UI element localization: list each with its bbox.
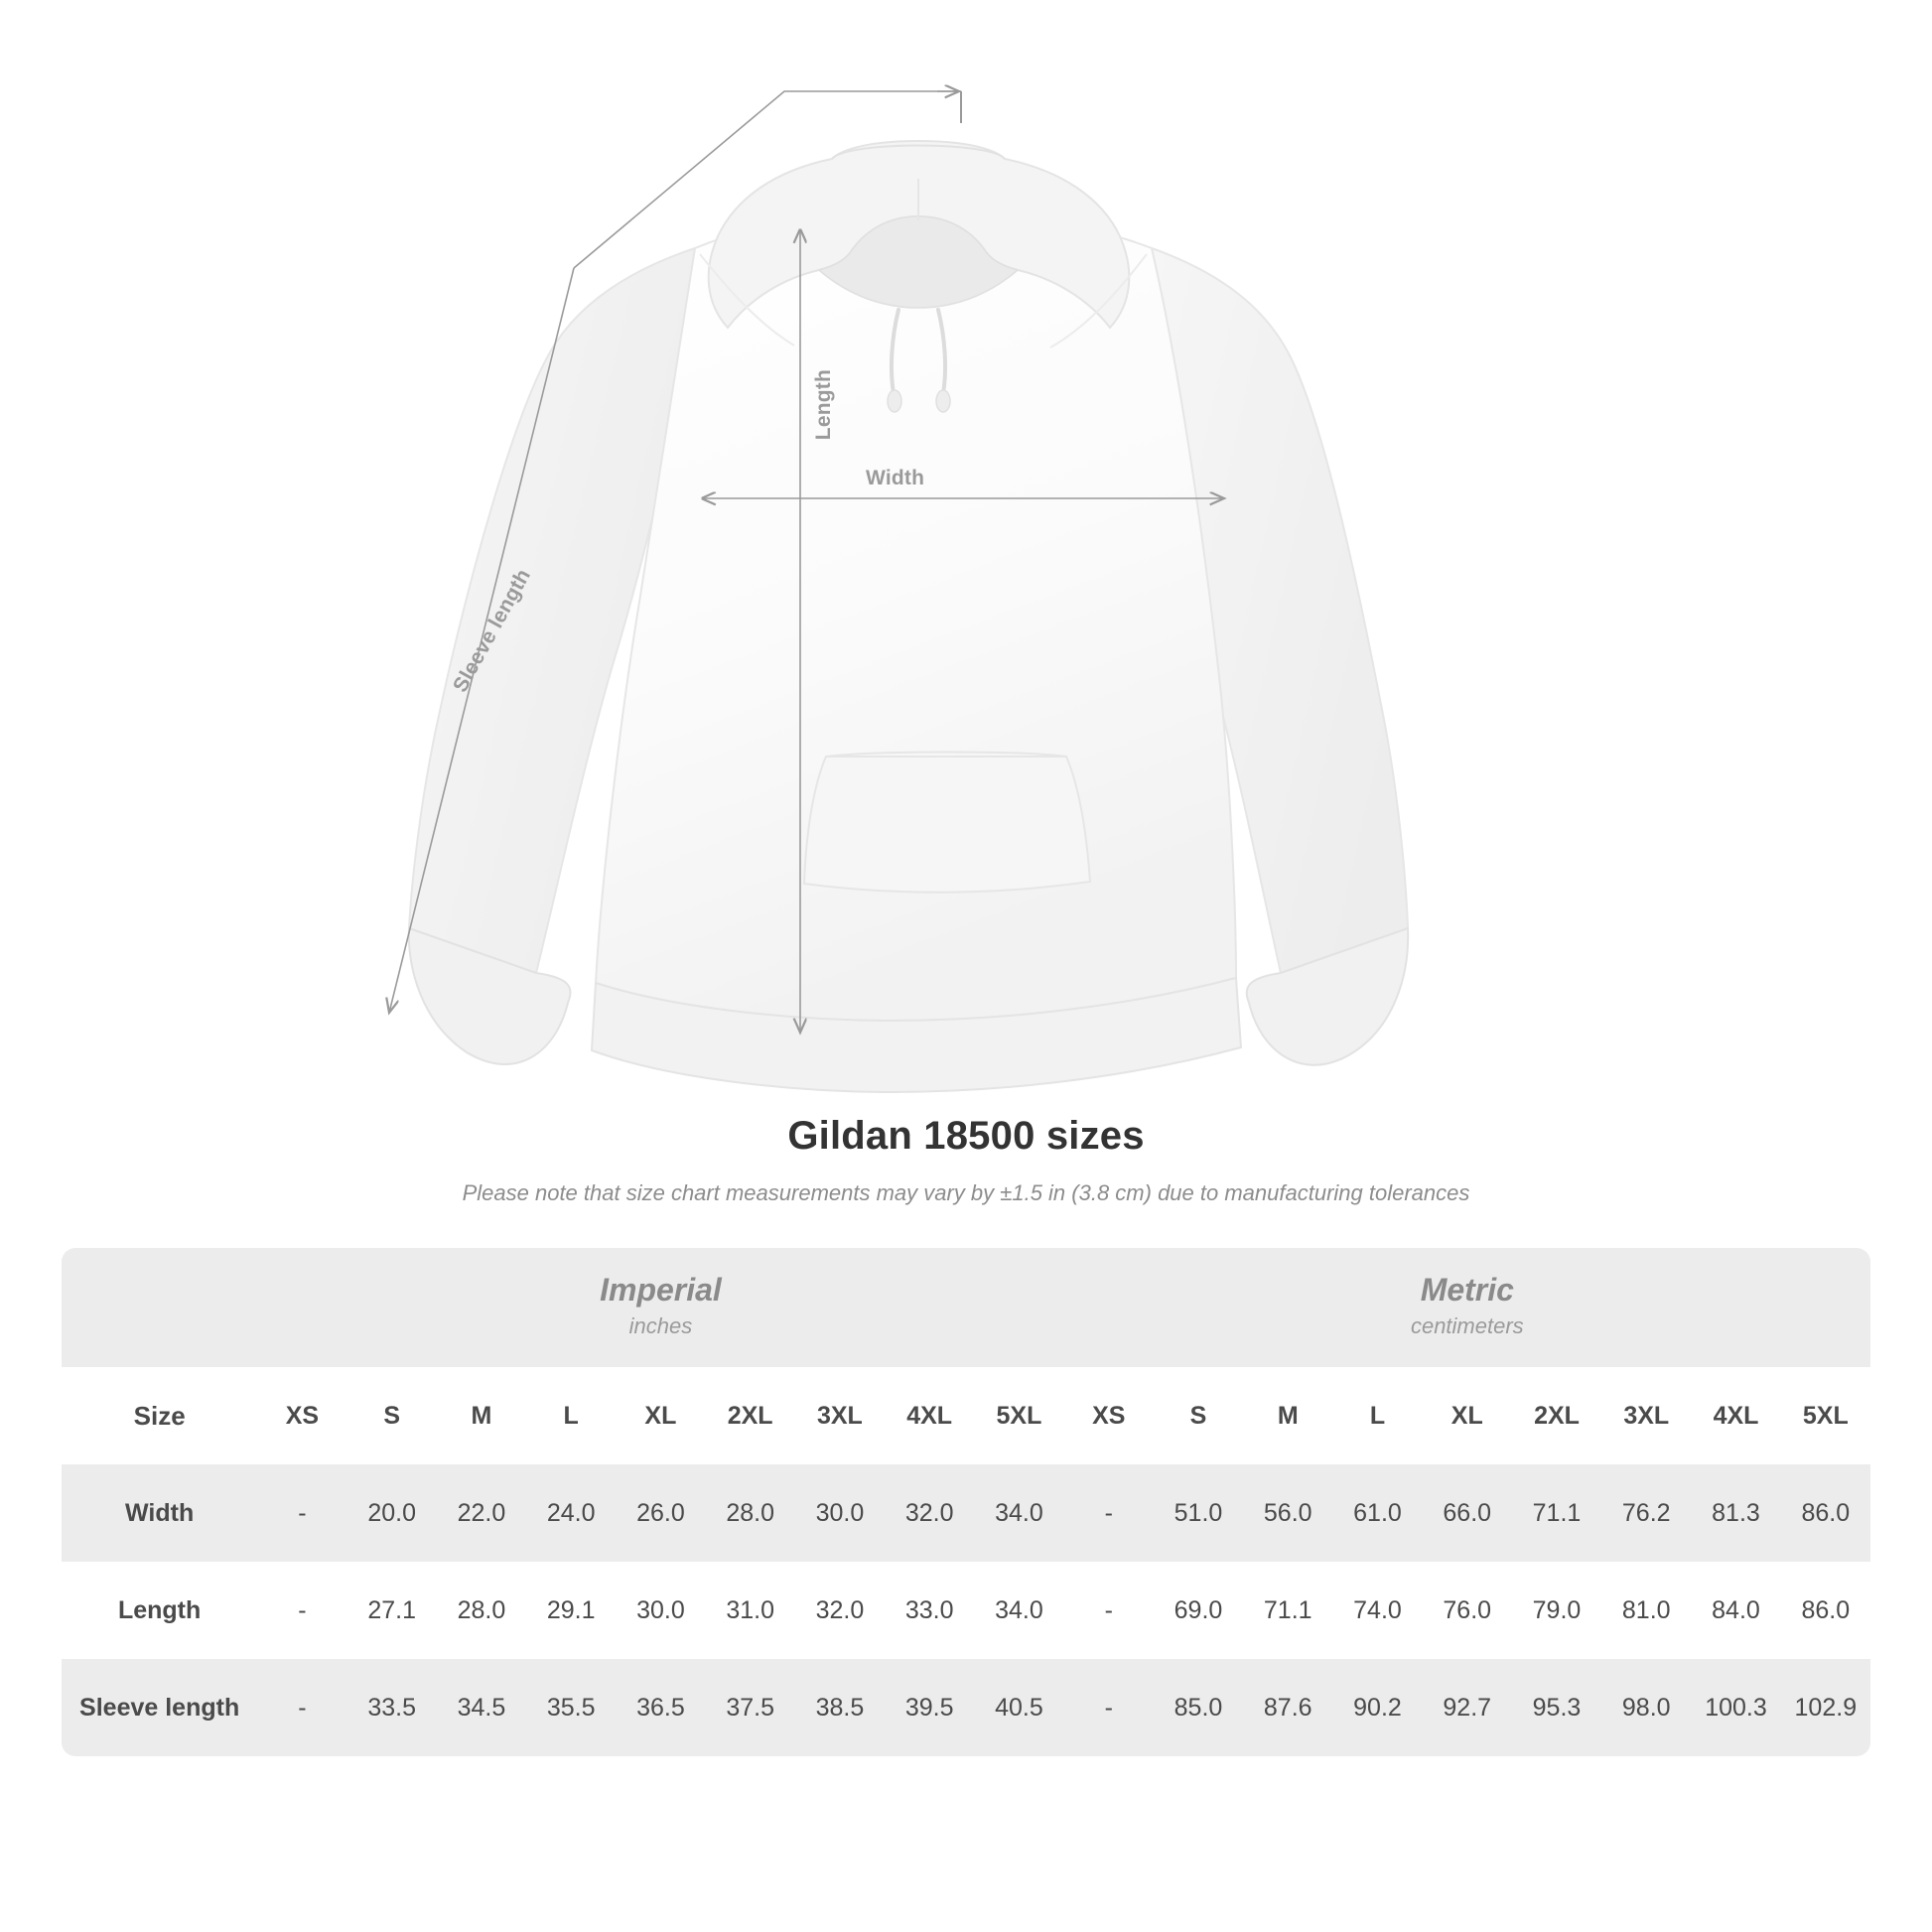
sleeve-met-2xl: 95.3 (1512, 1659, 1601, 1756)
length-imp-l: 29.1 (526, 1562, 616, 1659)
row-label-sleeve-length: Sleeve length (62, 1659, 257, 1756)
length-imp-3xl: 32.0 (795, 1562, 885, 1659)
width-met-xs: - (1064, 1464, 1154, 1562)
width-met-m: 56.0 (1243, 1464, 1332, 1562)
table-row (62, 1464, 1870, 1562)
length-met-3xl: 81.0 (1601, 1562, 1691, 1659)
row-label-width: Width (62, 1464, 257, 1562)
length-imp-m: 28.0 (437, 1562, 526, 1659)
size-header-imp-xl: XL (616, 1367, 705, 1464)
length-dimension-label: Length (812, 369, 835, 441)
metric-label: Metric (1420, 1272, 1514, 1308)
length-met-xs: - (1064, 1562, 1154, 1659)
size-header-met-4xl: 4XL (1691, 1367, 1780, 1464)
length-met-2xl: 79.0 (1512, 1562, 1601, 1659)
length-met-5xl: 86.0 (1781, 1562, 1870, 1659)
width-imp-l: 24.0 (526, 1464, 616, 1562)
page-title: Gildan 18500 sizes (787, 1114, 1145, 1158)
size-header-met-xl: XL (1423, 1367, 1512, 1464)
size-table-container (62, 1248, 1870, 1756)
width-met-xl: 66.0 (1423, 1464, 1512, 1562)
sleeve-imp-4xl: 39.5 (885, 1659, 974, 1756)
size-header-label: Size (62, 1367, 257, 1464)
width-dimension-label: Width (866, 467, 925, 489)
metric-sublabel: centimeters (1410, 1312, 1524, 1338)
length-met-m: 71.1 (1243, 1562, 1332, 1659)
size-header-met-5xl: 5XL (1781, 1367, 1870, 1464)
length-imp-5xl: 34.0 (974, 1562, 1063, 1659)
sleeve-met-s: 85.0 (1154, 1659, 1243, 1756)
width-met-4xl: 81.3 (1691, 1464, 1780, 1562)
size-header-imp-3xl: 3XL (795, 1367, 885, 1464)
length-met-l: 74.0 (1332, 1562, 1422, 1659)
hoodie-artwork (409, 141, 1408, 1092)
length-met-4xl: 84.0 (1691, 1562, 1780, 1659)
tolerance-note: Please note that size chart measurements may vary by ±1.5 in (3.8 cm) due to manufacturing tolerances (462, 1180, 1470, 1205)
width-imp-xs: - (257, 1464, 346, 1562)
sleeve-imp-xs: - (257, 1659, 346, 1756)
size-header-met-2xl: 2XL (1512, 1367, 1601, 1464)
width-imp-s: 20.0 (347, 1464, 437, 1562)
width-met-2xl: 71.1 (1512, 1464, 1601, 1562)
length-met-s: 69.0 (1154, 1562, 1243, 1659)
sleeve-imp-m: 34.5 (437, 1659, 526, 1756)
size-header-imp-2xl: 2XL (706, 1367, 795, 1464)
sleeve-imp-l: 35.5 (526, 1659, 616, 1756)
size-header-imp-l: L (526, 1367, 616, 1464)
sleeve-met-5xl: 102.9 (1781, 1659, 1870, 1756)
size-header-met-l: L (1332, 1367, 1422, 1464)
sleeve-length-dimension-label: Sleeve length (449, 565, 536, 697)
row-label-length: Length (62, 1562, 257, 1659)
width-met-s: 51.0 (1154, 1464, 1243, 1562)
units-blank-cell (62, 1248, 257, 1367)
sleeve-met-4xl: 100.3 (1691, 1659, 1780, 1756)
sleeve-imp-5xl: 40.5 (974, 1659, 1063, 1756)
length-imp-s: 27.1 (347, 1562, 437, 1659)
length-imp-xl: 30.0 (616, 1562, 705, 1659)
size-header-met-3xl: 3XL (1601, 1367, 1691, 1464)
width-met-l: 61.0 (1332, 1464, 1422, 1562)
width-met-5xl: 86.0 (1781, 1464, 1870, 1562)
sleeve-met-m: 87.6 (1243, 1659, 1332, 1756)
sleeve-imp-s: 33.5 (347, 1659, 437, 1756)
size-header-met-xs: XS (1064, 1367, 1154, 1464)
sleeve-met-l: 90.2 (1332, 1659, 1422, 1756)
width-imp-2xl: 28.0 (706, 1464, 795, 1562)
imperial-unit-cell (257, 1248, 1063, 1367)
width-imp-m: 22.0 (437, 1464, 526, 1562)
sleeve-met-xl: 92.7 (1423, 1659, 1512, 1756)
sleeve-met-3xl: 98.0 (1601, 1659, 1691, 1756)
sleeve-imp-2xl: 37.5 (706, 1659, 795, 1756)
size-header-row (62, 1367, 1870, 1464)
size-header-imp-m: M (437, 1367, 526, 1464)
table-row (62, 1562, 1870, 1659)
size-header-met-m: M (1243, 1367, 1332, 1464)
width-imp-5xl: 34.0 (974, 1464, 1063, 1562)
size-header-imp-xs: XS (257, 1367, 346, 1464)
length-imp-2xl: 31.0 (706, 1562, 795, 1659)
sleeve-imp-3xl: 38.5 (795, 1659, 885, 1756)
imperial-label: Imperial (600, 1272, 722, 1308)
width-met-3xl: 76.2 (1601, 1464, 1691, 1562)
size-header-imp-5xl: 5XL (974, 1367, 1063, 1464)
length-imp-4xl: 33.0 (885, 1562, 974, 1659)
sleeve-imp-xl: 36.5 (616, 1659, 705, 1756)
units-row (62, 1248, 1870, 1367)
length-met-xl: 76.0 (1423, 1562, 1512, 1659)
width-imp-xl: 26.0 (616, 1464, 705, 1562)
width-imp-4xl: 32.0 (885, 1464, 974, 1562)
size-header-met-s: S (1154, 1367, 1243, 1464)
size-table (62, 1248, 1870, 1756)
imperial-sublabel: inches (628, 1312, 693, 1338)
size-header-imp-s: S (347, 1367, 437, 1464)
width-imp-3xl: 30.0 (795, 1464, 885, 1562)
table-row (62, 1659, 1870, 1756)
metric-unit-cell (1064, 1248, 1870, 1367)
sleeve-met-xs: - (1064, 1659, 1154, 1756)
size-header-imp-4xl: 4XL (885, 1367, 974, 1464)
title-block (0, 1114, 1932, 1206)
length-imp-xs: - (257, 1562, 346, 1659)
